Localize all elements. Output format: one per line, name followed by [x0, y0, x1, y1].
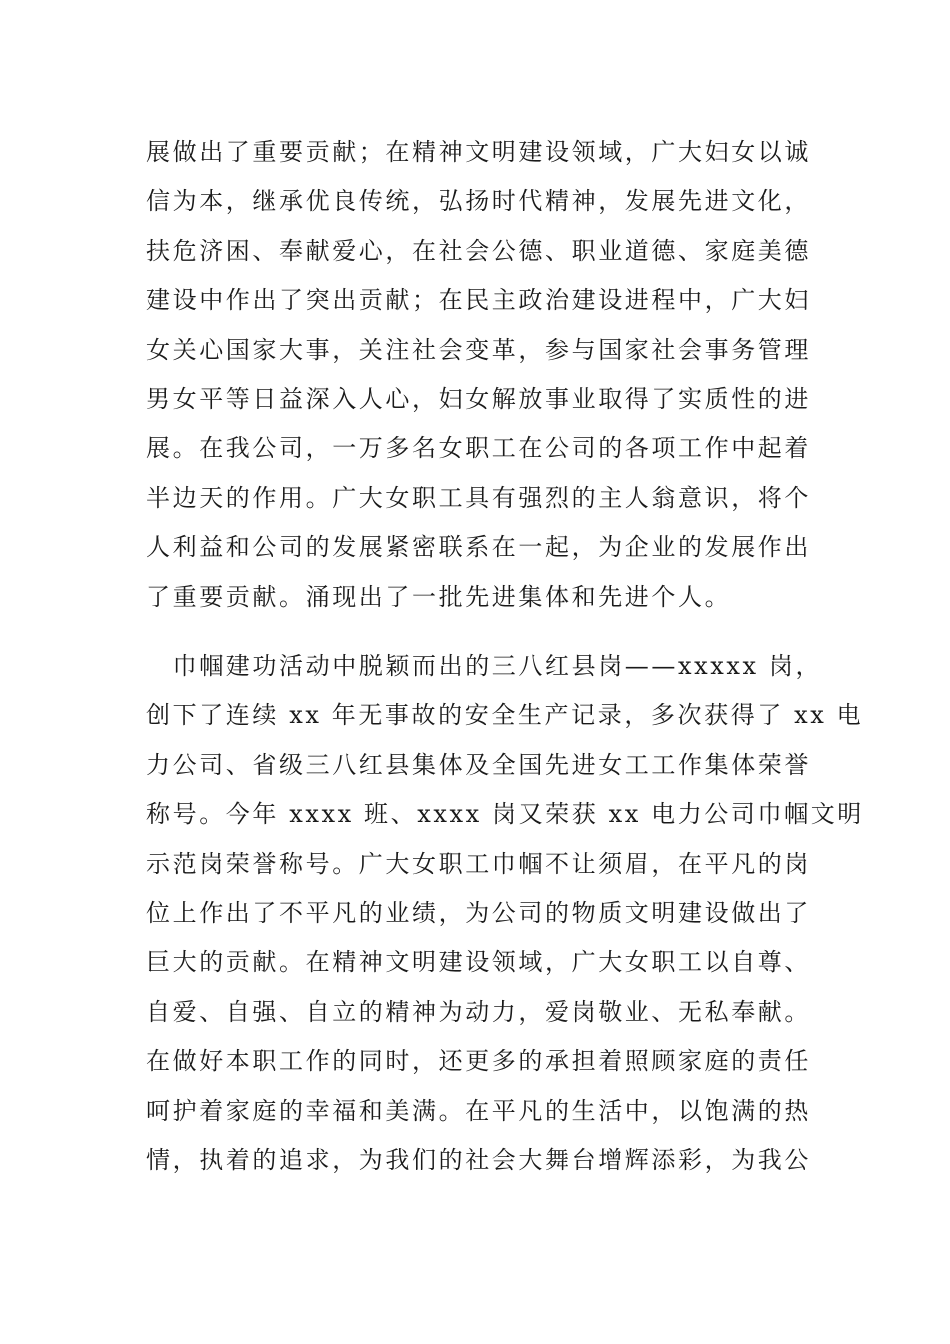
text-line: 情，执着的追求，为我们的社会大舞台增辉添彩，为我公 — [146, 1145, 811, 1174]
text-line: 称号。今年 xxxx 班、xxxx 岗又荣获 xx 电力公司巾帼文明 — [146, 800, 864, 829]
text-line: 力公司、省级三八红县集体及全国先进女工工作集体荣誉 — [146, 750, 811, 779]
text-line: 自爱、自强、自立的精神为动力，爱岗敬业、无私奉献。 — [146, 997, 811, 1026]
paragraph-1 — [146, 128, 812, 622]
text-line: 呵护着家庭的幸福和美满。在平凡的生活中，以饱满的热 — [146, 1096, 811, 1125]
text-line: 创下了连续 xx 年无事故的安全生产记录，多次获得了 xx 电 — [146, 701, 864, 730]
text-line: 人利益和公司的发展紧密联系在一起，为企业的发展作出 — [146, 533, 811, 562]
text-line: 女关心国家大事，关注社会变革，参与国家社会事务管理 — [146, 335, 811, 364]
text-line: 建设中作出了突出贡献；在民主政治建设进程中，广大妇 — [146, 286, 811, 315]
text-line: 扶危济困、奉献爱心，在社会公德、职业道德、家庭美德 — [146, 236, 811, 265]
text-line: 巨大的贡献。在精神文明建设领域，广大女职工以自尊、 — [146, 948, 811, 977]
text-line: 信为本，继承优良传统，弘扬时代精神，发展先进文化， — [146, 187, 811, 216]
paragraph-2 — [146, 642, 864, 1185]
text-line: 了重要贡献。涌现出了一批先进集体和先进个人。 — [146, 582, 732, 611]
text-line: 示范岗荣誉称号。广大女职工巾帼不让须眉，在平凡的岗 — [146, 849, 811, 878]
text-line: 展做出了重要贡献；在精神文明建设领域，广大妇女以诚 — [146, 138, 811, 166]
text-line: 巾帼建功活动中脱颖而出的三八红县岗——xxxxx 岗， — [146, 652, 823, 680]
text-line: 展。在我公司，一万多名女职工在公司的各项工作中起着 — [146, 434, 811, 463]
text-line: 在做好本职工作的同时，还更多的承担着照顾家庭的责任 — [146, 1047, 811, 1076]
text-line: 位上作出了不平凡的业绩，为公司的物质文明建设做出了 — [146, 898, 811, 927]
text-line: 半边天的作用。广大女职工具有强烈的主人翁意识，将个 — [146, 483, 811, 512]
text-line: 男女平等日益深入人心，妇女解放事业取得了实质性的进 — [146, 384, 811, 413]
